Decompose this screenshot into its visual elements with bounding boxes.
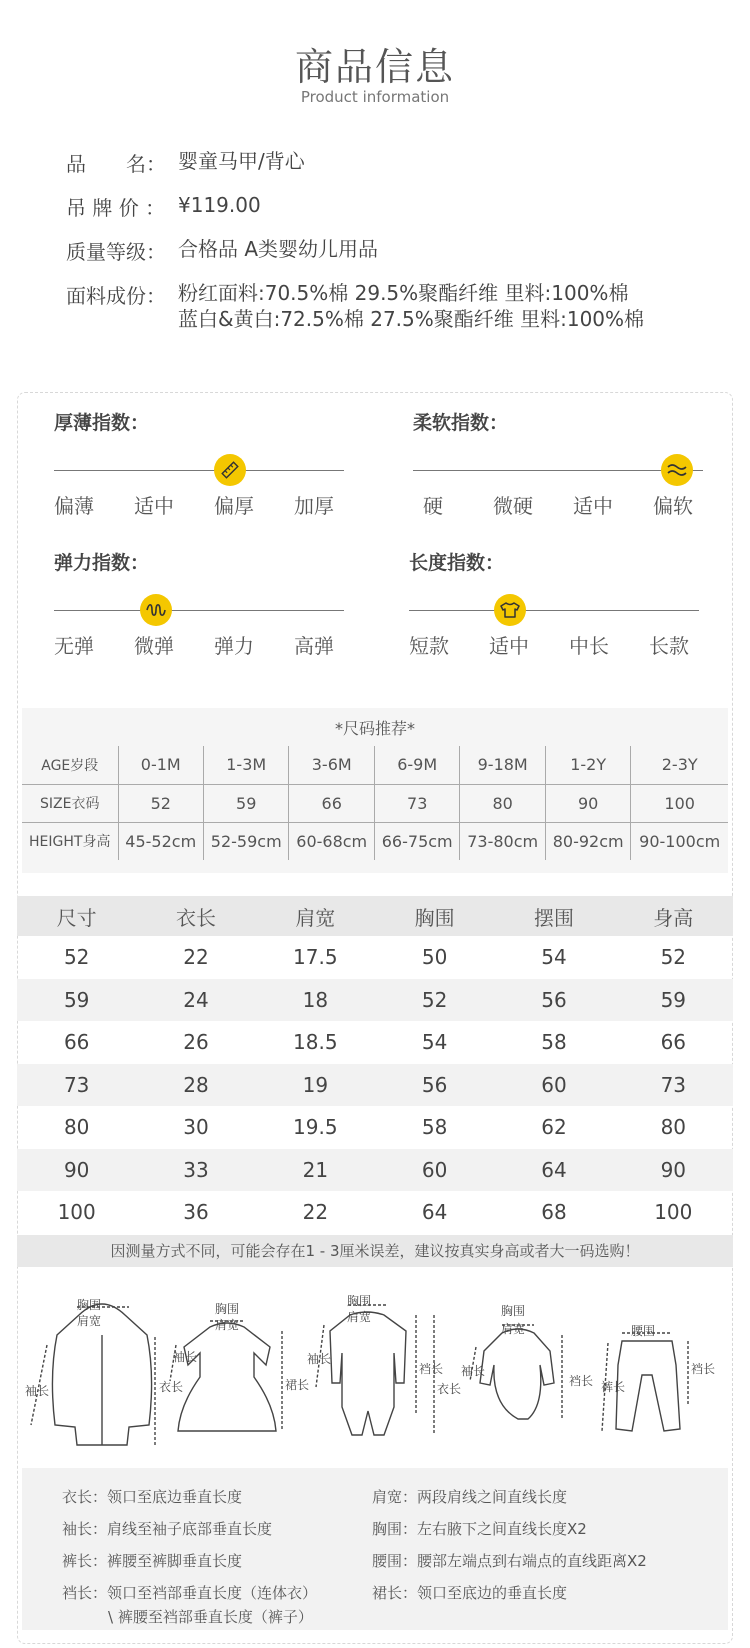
- chest-label: 胸围: [215, 1302, 240, 1316]
- definition-item: [62, 1518, 272, 1539]
- crotch-label: 裆长: [691, 1362, 716, 1376]
- index-label: 中长: [569, 634, 609, 658]
- definition-item: [372, 1486, 567, 1507]
- index-label: 偏软: [653, 494, 693, 518]
- index-labels: [54, 630, 354, 656]
- sleeve-label: 袖长: [25, 1384, 50, 1398]
- length-label: 衣长: [159, 1380, 184, 1394]
- index-label: 无弹: [54, 634, 94, 658]
- index-label: 适中: [134, 494, 174, 518]
- size-rec-table: [22, 746, 728, 860]
- table-cell: 66: [660, 1030, 687, 1055]
- definition-item: [372, 1518, 587, 1539]
- index-scale-line: [409, 610, 699, 611]
- info-label: 品 名：: [66, 152, 166, 176]
- index-label: 弹力: [214, 634, 254, 658]
- index-labels: [409, 630, 709, 656]
- info-value: [178, 280, 644, 332]
- index-label: 短款: [409, 634, 449, 658]
- index-label: 长款: [649, 634, 689, 658]
- table-cell: 36: [183, 1200, 209, 1225]
- size-rec-cell: 100: [631, 784, 728, 822]
- definition-item: [62, 1582, 317, 1603]
- softness-index: [413, 408, 713, 528]
- measurement-note: 因测量方式不同，可能会存在1 - 3厘米误差，建议按真实身高或者大一码选购！: [17, 1235, 733, 1267]
- chest-label: 胸围: [77, 1298, 102, 1312]
- size-rec-title: *尺码推荐*: [334, 719, 415, 738]
- crotch-label: 裆长: [419, 1362, 444, 1376]
- table-cell: 54: [421, 1030, 448, 1055]
- table-cell: 18.5: [293, 1030, 338, 1055]
- table-cell: 22: [183, 945, 209, 970]
- shoulder-label: 肩宽: [215, 1318, 240, 1332]
- shoulder-label: 肩宽: [77, 1314, 102, 1328]
- table-cell: 30: [183, 1115, 209, 1140]
- wave-icon: [661, 454, 693, 486]
- index-label: 硬: [423, 494, 443, 518]
- index-label: 适中: [489, 634, 529, 658]
- ruler-icon: [214, 454, 246, 486]
- index-label: 偏薄: [54, 494, 94, 518]
- dress-drawing: [170, 1321, 282, 1431]
- definition-item: [372, 1550, 647, 1571]
- definition-term: 衣长：: [62, 1488, 108, 1506]
- table-cell: 100: [57, 1200, 96, 1225]
- table-cell: 60: [541, 1072, 567, 1097]
- table-row: [17, 979, 733, 1022]
- size-rec-cell: 73: [374, 784, 459, 822]
- size-recommendation: [22, 708, 728, 873]
- size-rec-cell: 3-6M: [289, 746, 374, 784]
- table-cell: 19: [302, 1072, 329, 1097]
- size-rec-cell: 73-80cm: [460, 822, 545, 860]
- size-rec-cell: 52: [118, 784, 203, 822]
- index-labels: [413, 490, 713, 516]
- fabric-line-2: 蓝白&黄白:72.5%棉 27.5%聚酯纤维 里料:100%棉: [178, 307, 645, 331]
- table-cell: 18: [302, 987, 329, 1012]
- definition-text: 腰部左端点到右端点的直线距离X2: [417, 1552, 647, 1570]
- measurement-table: [17, 896, 733, 1234]
- table-cell: 66: [63, 1030, 90, 1055]
- definition-term: 袖长：: [62, 1520, 108, 1538]
- definition-text: 左右腋下之间直线长度X2: [417, 1520, 587, 1538]
- definition-item: [62, 1486, 242, 1507]
- definition-term: 肩宽：: [372, 1488, 418, 1506]
- table-cell: 52: [660, 945, 687, 970]
- page-title: 商品信息: [294, 45, 455, 89]
- definition-term: 腰围：: [372, 1552, 418, 1570]
- tshirt-icon: [494, 594, 526, 626]
- info-value: 婴童马甲/背心: [178, 149, 305, 173]
- table-header-cell: 身高: [653, 905, 694, 930]
- table-cell: 28: [183, 1072, 209, 1097]
- size-rec-cell: 90-100cm: [631, 822, 728, 860]
- table-cell: 58: [421, 1115, 448, 1140]
- index-label: 微弹: [134, 634, 174, 658]
- table-cell: 21: [302, 1157, 329, 1182]
- index-scale-line: [54, 610, 344, 611]
- definition-item-continued: \ 裤腰至裆部垂直长度（裤子）: [108, 1608, 313, 1626]
- table-row: [17, 1064, 733, 1107]
- table-cell: 64: [541, 1157, 567, 1182]
- size-rec-row: [22, 784, 728, 822]
- size-rec-row: [22, 746, 728, 784]
- definition-term: 裆长：: [62, 1584, 108, 1602]
- table-cell: 50: [421, 945, 448, 970]
- table-cell: 90: [660, 1157, 687, 1182]
- table-cell: 52: [63, 945, 90, 970]
- index-label: 偏厚: [214, 494, 254, 518]
- definition-item: [62, 1550, 242, 1571]
- size-rec-cell: 2-3Y: [631, 746, 728, 784]
- definition-text: 领口至裆部垂直长度（连体衣）: [107, 1584, 318, 1602]
- table-header-cell: 尺寸: [56, 905, 97, 930]
- table-cell: 64: [421, 1200, 448, 1225]
- definition-term: 裤长：: [62, 1552, 108, 1570]
- sleeve-label: 袖长: [173, 1350, 198, 1364]
- table-cell: 17.5: [293, 945, 338, 970]
- length-label: 衣长: [437, 1382, 462, 1396]
- size-rec-cell: 80-92cm: [545, 822, 630, 860]
- table-cell: 100: [654, 1200, 693, 1225]
- size-rec-cell: 66-75cm: [374, 822, 459, 860]
- shoulder-label: 肩宽: [501, 1322, 526, 1336]
- fabric-line-1: 粉红面料:70.5%棉 29.5%聚酯纤维 里料:100%棉: [178, 281, 629, 305]
- index-scale-line: [413, 470, 703, 471]
- size-rec-cell: 1-3M: [203, 746, 288, 784]
- size-rec-cell: 6-9M: [374, 746, 459, 784]
- table-cell: 56: [541, 987, 567, 1012]
- table-cell: 54: [541, 945, 567, 970]
- size-rec-cell: 45-52cm: [118, 822, 203, 860]
- table-header-cell: 衣长: [175, 905, 216, 930]
- table-header-cell: 摆围: [533, 905, 574, 930]
- page-subtitle: Product information: [300, 88, 450, 106]
- sleeve-label: 袖长: [461, 1364, 486, 1378]
- waist-label: 腰围: [631, 1324, 656, 1338]
- definition-text: 领口至底边的垂直长度: [417, 1584, 568, 1602]
- table-row: [17, 1191, 733, 1234]
- garment-diagrams: [17, 1295, 733, 1455]
- definition-term: 胸围：: [372, 1520, 418, 1538]
- table-cell: 58: [541, 1030, 567, 1055]
- table-cell: 59: [63, 987, 90, 1012]
- pants-label: 裤长: [601, 1380, 626, 1394]
- size-rec-cell: 9-18M: [460, 746, 545, 784]
- size-rec-cell: 66: [289, 784, 374, 822]
- table-cell: 19.5: [293, 1115, 338, 1140]
- spring-icon: [140, 594, 172, 626]
- table-cell: 73: [660, 1072, 687, 1097]
- table-cell: 56: [421, 1072, 448, 1097]
- index-label: 微硬: [493, 494, 533, 518]
- table-cell: 80: [660, 1115, 687, 1140]
- index-scale-line: [54, 470, 344, 471]
- index-title: 长度指数：: [409, 552, 505, 574]
- size-rec-row-header: AGE岁段: [22, 746, 118, 784]
- crotch-label: 裆长: [569, 1374, 594, 1388]
- table-cell: 52: [421, 987, 448, 1012]
- shoulder-label: 肩宽: [347, 1310, 372, 1324]
- skirt-label: 裙长: [285, 1378, 310, 1392]
- sleeve-label: 袖长: [307, 1352, 332, 1366]
- table-header-cell: 胸围: [414, 905, 455, 930]
- definition-item: [372, 1582, 567, 1603]
- size-rec-cell: 80: [460, 784, 545, 822]
- table-row: [17, 936, 733, 979]
- index-label: 加厚: [294, 494, 334, 518]
- table-cell: 80: [63, 1115, 90, 1140]
- size-rec-cell: 59: [203, 784, 288, 822]
- table-cell: 22: [302, 1200, 329, 1225]
- definition-text: 裤腰至裤脚垂直长度: [107, 1552, 243, 1570]
- index-label: 高弹: [294, 634, 334, 658]
- definition-text: 两段肩线之间直线长度: [417, 1488, 568, 1506]
- index-title: 弹力指数：: [54, 552, 150, 574]
- size-rec-cell: 90: [545, 784, 630, 822]
- table-row: [17, 1149, 733, 1192]
- size-rec-row-header: HEIGHT身高: [29, 834, 111, 851]
- definition-text: 肩线至袖子底部垂直长度: [107, 1520, 273, 1538]
- elasticity-index: [54, 548, 354, 668]
- table-cell: 59: [660, 987, 687, 1012]
- size-rec-row: [22, 822, 728, 860]
- info-label: 质量等级：: [66, 240, 166, 264]
- size-rec-cell: 52-59cm: [203, 822, 288, 860]
- chest-label: 胸围: [501, 1304, 526, 1318]
- table-cell: 68: [541, 1200, 567, 1225]
- chest-label: 胸围: [347, 1295, 372, 1308]
- size-rec-cell: 0-1M: [118, 746, 203, 784]
- table-cell: 60: [421, 1157, 448, 1182]
- table-cell: 73: [63, 1072, 90, 1097]
- table-header-row: [17, 896, 733, 936]
- table-cell: 24: [183, 987, 209, 1012]
- index-title: 厚薄指数：: [54, 412, 150, 434]
- thickness-index: [54, 408, 354, 528]
- size-rec-row-header: SIZE衣码: [22, 784, 118, 822]
- table-cell: 33: [183, 1157, 209, 1182]
- size-rec-cell: 60-68cm: [289, 822, 374, 860]
- table-row: [17, 1021, 733, 1064]
- table-cell: 90: [63, 1157, 90, 1182]
- table-row: [17, 1106, 733, 1149]
- table-header-cell: 肩宽: [295, 905, 336, 930]
- romper-drawing: [316, 1305, 434, 1435]
- info-label: 面料成份：: [66, 284, 166, 308]
- definition-term: 裙长：: [372, 1584, 418, 1602]
- index-labels: [54, 490, 354, 516]
- table-cell: 26: [183, 1030, 209, 1055]
- definition-text: 领口至底边垂直长度: [107, 1488, 243, 1506]
- index-title: 柔软指数：: [413, 412, 509, 434]
- info-value: 合格品 A类婴幼儿用品: [178, 237, 379, 261]
- info-label: 吊 牌 价 ：: [66, 196, 166, 220]
- info-value: ¥119.00: [178, 193, 261, 217]
- measurement-definitions: [22, 1468, 728, 1630]
- length-index: [409, 548, 709, 668]
- table-cell: 62: [541, 1115, 567, 1140]
- size-rec-cell: 1-2Y: [545, 746, 630, 784]
- index-label: 适中: [573, 494, 613, 518]
